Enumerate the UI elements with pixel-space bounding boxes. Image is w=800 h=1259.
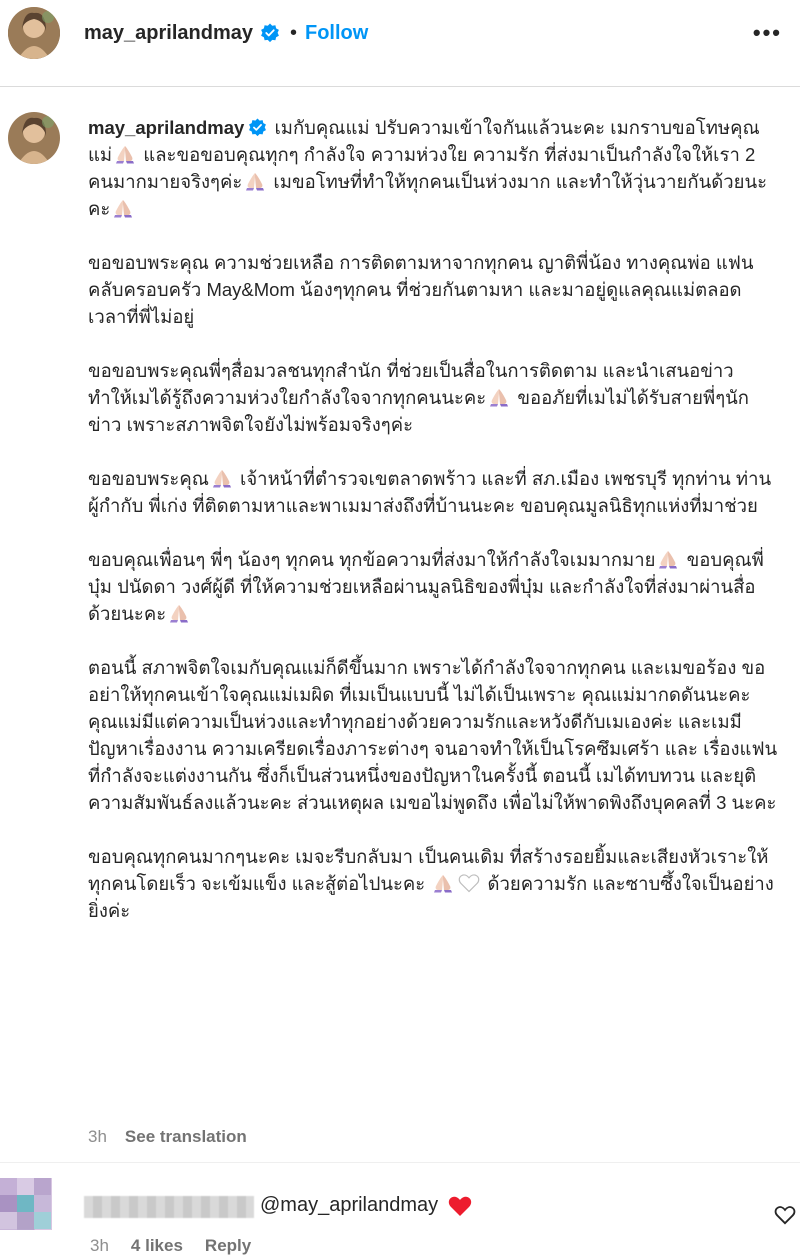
white-heart-emoji: [458, 873, 480, 893]
caption-text: ขอขอบพระคุณพี่ๆสื่อมวลชนทุกสำนัก ที่ช่วยเป็นสื่อในการติดตาม และนำเสนอข่าว ทำให้เมได้รู้ถึงความห่วงใยกำลังใจจากทุกคนนะคะ: [88, 360, 734, 408]
folded-hands-emoji: [657, 549, 679, 569]
avatar[interactable]: [8, 7, 60, 59]
avatar-image: [8, 112, 60, 164]
caption-text: ขอขอบพระคุณ: [88, 468, 209, 489]
avatar-image: [8, 7, 60, 59]
caption-paragraph: [88, 546, 778, 627]
follow-button[interactable]: Follow: [305, 21, 369, 44]
folded-hands-emoji: [211, 468, 233, 488]
caption-timestamp: 3h: [88, 1127, 107, 1146]
caption-text: ขอบคุณเพื่อนๆ พี่ๆ น้องๆ ทุกคน ทุกข้อความที่ส่งมาให้กำลังใจเมมากมาย: [88, 549, 656, 570]
more-options-icon[interactable]: •••: [752, 20, 782, 45]
comment-avatar[interactable]: [0, 1178, 52, 1230]
caption-paragraph: [88, 843, 778, 924]
folded-hands-emoji: [244, 171, 266, 191]
caption-paragraph: [88, 249, 778, 330]
see-translation-button[interactable]: See translation: [124, 1127, 247, 1146]
caption-meta: [88, 1127, 247, 1147]
caption-text: ด้วยความรัก และซาบซึ้งใจเป็นอย่างยิ่งค่ะ: [88, 873, 774, 921]
reply-button[interactable]: Reply: [204, 1236, 252, 1255]
verified-badge-icon: [260, 23, 280, 43]
folded-hands-emoji: [432, 873, 454, 893]
caption-text: ตอนนี้ สภาพจิตใจเมกับคุณแม่ก็ดีขึ้นมาก เพราะได้กำลังใจจากทุกคน และเมขอร้อง ขออย่าให้ทุกคนเข้าใจคุณแม่เมผิด ที่เมเป็นแบบนี้ ไม่ได้เป็นเพราะ คุณแม่มากดดันนะคะ คุณแม่มีแต่ความเป็นห่วงและทำทุกอย่างด้วยความรักและหวังดีกับเมเองค่ะ และเมมีปัญหาเรื่องงาน ความเครียดเรื่องภาระต่างๆ จนอาจทำให้เป็นโรคซึมเศร้า และ เรื่องแฟนที่กำลังจะแต่งงานกัน ซึ่งก็เป็นส่วนหนึ่งของปัญหาในครั้งนี้ ตอนนี้ เมได้ทบทวน และยุติความสัมพันธ์ลงแล้วนะคะ ส่วนเหตุผล เมขอไม่พูดถึง เพื่อไม่ให้พาดพิงถึงบุคคลที่ 3 นะคะ: [88, 657, 778, 813]
caption-paragraph: [88, 654, 778, 816]
separator-dot: •: [289, 21, 297, 44]
comment-meta: [90, 1236, 251, 1256]
red-heart-emoji: [448, 1195, 472, 1217]
folded-hands-emoji: [112, 198, 134, 218]
folded-hands-emoji: [488, 387, 510, 407]
post-header: [0, 0, 800, 66]
folded-hands-emoji: [114, 144, 136, 164]
caption-avatar[interactable]: [8, 112, 60, 164]
header-username[interactable]: may_aprilandmay: [84, 21, 253, 44]
caption-text: ขอขอบพระคุณ ความช่วยเหลือ การติดตามหาจากทุกคน ญาติพี่น้อง ทางคุณพ่อ แฟนคลับครอบครัว May&Mom น้องๆทุกคน ที่ช่วยกันตามหา และมาอยู่ดูแลคุณแม่ตลอดเวลาที่พี่ไม่อยู่: [88, 252, 754, 327]
caption-text: และขอขอบคุณทุกๆ กำลังใจ ความห่วงใย ความรัก ที่ส่งมาเป็นกำลังใจให้เรา 2 คนมากมายจริงๆค่ะ: [88, 144, 756, 192]
folded-hands-emoji: [168, 603, 190, 623]
caption-text: เมขอโทษที่ทำให้ทุกคนเป็นห่วงมาก และทำให้วุ่นวายกันด้วยนะคะ: [88, 171, 768, 219]
comment-likes[interactable]: 4 likes: [130, 1236, 183, 1255]
post-caption: [88, 114, 778, 924]
caption-text: เมกับคุณแม่ ปรับความเข้าใจกันแล้วนะคะ เมกราบขอโทษคุณแม่: [88, 117, 760, 165]
comment-mention[interactable]: @may_aprilandmay: [260, 1194, 439, 1216]
header-divider: [0, 86, 800, 87]
caption-paragraph: [88, 465, 778, 519]
caption-username[interactable]: may_aprilandmay: [88, 117, 245, 138]
comment-username-blurred[interactable]: [84, 1196, 254, 1218]
verified-badge-icon: [248, 118, 267, 137]
comment-body: [260, 1194, 472, 1217]
caption-paragraph: [88, 357, 778, 438]
caption-text: ขออภัยที่เมไม่ได้รับสายพี่ๆนักข่าว เพราะสภาพจิตใจยังไม่พร้อมจริงๆค่ะ: [88, 387, 749, 435]
heart-outline-icon[interactable]: [774, 1205, 796, 1225]
caption-text: ขอบคุณพี่บุ๋ม ปนัดดา วงศ์ผู้ดี ที่ให้ความช่วยเหลือผ่านมูลนิธิของพี่บุ๋ม และกำลังใจที่ส่งมาผ่านสื่อด้วยนะคะ: [88, 549, 764, 624]
caption-text: ขอบคุณทุกคนมากๆนะคะ เมจะรีบกลับมา เป็นคนเดิม ที่สร้างรอยยิ้มและเสียงหัวเราะให้ทุกคนโดยเร็ว จะเข้มแข็ง และสู้ต่อไปนะคะ: [88, 846, 769, 894]
comment-divider: [0, 1162, 800, 1163]
comment-timestamp: 3h: [90, 1236, 109, 1255]
caption-paragraph: [88, 114, 778, 222]
caption-text: เจ้าหน้าที่ตำรวจเขตลาดพร้าว และที่ สภ.เมือง เพชรบุรี ทุกท่าน ท่านผู้กำกับ พี่เก่ง ที่ติดตามหาและพาเมมาส่งถึงที่บ้านนะคะ ขอบคุณมูลนิธิทุกแห่งที่มาช่วย: [88, 468, 772, 516]
